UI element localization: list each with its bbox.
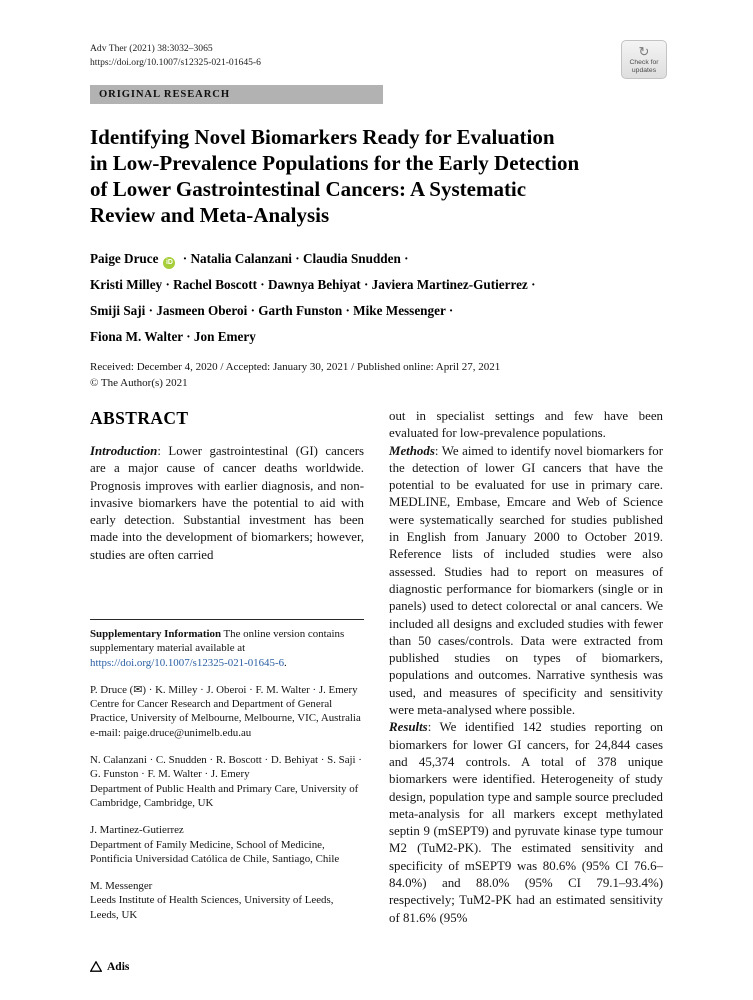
- article-title-line: Identifying Novel Biomarkers Ready for Evaluation: [90, 125, 555, 149]
- supplementary-info: [90, 627, 364, 670]
- check-updates-label-line1: Check for: [629, 58, 659, 66]
- author-line: Kristi Milley · Rachel Boscott · Dawnya Behiyat · Javiera Martinez-Gutierrez ·: [90, 277, 536, 292]
- check-updates-label-line2: updates: [631, 66, 657, 74]
- author-email-link[interactable]: e-mail: paige.druce@unimelb.edu.au: [90, 726, 252, 739]
- introduction-text: : Lower gastrointestinal (GI) cancers are a major cause of cancer deaths worldwide. Prognosis improves with earlier diagnosis, and non-invasive biomarkers have the potential to aid with early detection. Substantial investment has been made into the development of biomarkers; however, studies are often carried: [90, 444, 364, 562]
- publication-dates: Received: December 4, 2020 / Accepted: January 30, 2021 / Published online: April 27, 2021: [90, 361, 501, 373]
- affiliation-address: Centre for Cancer Research and Department of General Practice, University of Melbourne, Melbourne, VIC, Australia: [90, 698, 361, 725]
- results-label: Results: [389, 720, 428, 735]
- article-title-line: Review and Meta-Analysis: [90, 203, 330, 227]
- author-name: Paige Druce: [90, 251, 159, 266]
- copyright-line: © The Author(s) 2021: [90, 377, 188, 389]
- author-line: Fiona M. Walter · Jon Emery: [90, 329, 256, 344]
- affiliation-block: [90, 823, 364, 866]
- supplementary-text: The online version contains supplementary material available at: [90, 627, 345, 655]
- check-updates-label: [629, 59, 658, 74]
- check-updates-icon: ↻: [638, 43, 650, 59]
- author-line: Smiji Saji · Jasmeen Oberoi · Garth Funston · Mike Messenger ·: [90, 303, 454, 318]
- affiliation-address: Department of Family Medicine, School of Medicine, Pontificia Universidad Católica de Chile, Santiago, Chile: [90, 838, 340, 865]
- right-column: [389, 408, 663, 925]
- abstract-introduction: [90, 443, 364, 564]
- abstract-continuation: out in specialist settings and few have been evaluated for low-prevalence populations.: [389, 409, 663, 441]
- footnote-block: [90, 619, 364, 922]
- affiliation-block: [90, 879, 364, 922]
- header-doi-link[interactable]: https://doi.org/10.1007/s12325-021-01645-6: [90, 56, 261, 68]
- affiliation-address: Leeds Institute of Health Sciences, University of Leeds, Leeds, UK: [90, 894, 334, 921]
- introduction-label: Introduction: [90, 444, 158, 458]
- abstract-heading: ABSTRACT: [90, 408, 189, 428]
- affiliation-names: M. Messenger: [90, 880, 153, 893]
- affiliation-address: Department of Public Health and Primary Care, University of Cambridge, Cambridge, UK: [90, 782, 359, 809]
- affiliation-names: J. Martinez-Gutierrez: [90, 824, 184, 837]
- publisher-name: Adis: [107, 961, 130, 973]
- affiliation-names: N. Calanzani · C. Snudden · R. Boscott · D. Behiyat · S. Saji · G. Funston · F. M. Walter · J. Emery: [90, 754, 362, 781]
- left-column: [90, 408, 364, 922]
- article-title: [90, 124, 665, 228]
- abstract-methods: [389, 443, 663, 720]
- supplementary-period: .: [284, 656, 287, 669]
- orcid-icon[interactable]: iD: [163, 257, 175, 269]
- author-line: [90, 246, 665, 272]
- affiliation-block: [90, 683, 364, 740]
- affiliation-names: P. Druce (✉) · K. Milley · J. Oberoi · F. M. Walter · J. Emery: [90, 683, 358, 696]
- publisher-footer: [90, 961, 129, 973]
- methods-text: : We aimed to identify novel biomarkers for the detection of lower GI cancers that have the potential to be evaluated for use in primary care. MEDLINE, Embase, Emcare and Web of Science were systematically searched for studies published in English from January 2000 to October 2019. Reference lists of included studies were also assessed. Studies had to report on measures of diagnostic performance for biomarkers (single or in panels) used to detect colorectal or anal cancers. We included all designs and excluded studies with fewer than 50 cases/controls. Data were extracted from published studies on types of biomarkers, populations and outcomes. Narrative synthesis was used, and measures of specificity and sensitivity were meta-analysed where possible.: [389, 443, 663, 718]
- supplementary-label: Supplementary Information: [90, 627, 221, 640]
- author-names: · Natalia Calanzani · Claudia Snudden ·: [179, 251, 409, 266]
- results-text: : We identified 142 studies reporting on biomarkers for lower GI cancers, for 24,844 cases and 45,374 controls. A total of 378 unique biomarkers were identified. Heterogeneity of study design, population type and sample source precluded meta-analysis for all markers except methylated septin 9 (mSEPT9) and pyruvate kinase type tumour M2 (TuM2-PK). The estimated sensitivity and specificity of mSEPT9 was 80.6% (95% CI 76.6–84.0%) and 88.0% (95% CI 79.1–93.4%) respectively; TuM2-PK had an estimated sensitivity of 81.6% (95%: [389, 720, 663, 925]
- supplementary-doi-link[interactable]: https://doi.org/10.1007/s12325-021-01645-6: [90, 656, 285, 669]
- article-type-label: ORIGINAL RESEARCH: [90, 85, 383, 104]
- adis-logo-icon: [90, 961, 102, 972]
- journal-citation: Adv Ther (2021) 38:3032–3065: [90, 43, 213, 54]
- author-list: [90, 246, 665, 350]
- abstract-columns: [90, 408, 665, 925]
- abstract-results: [389, 719, 663, 927]
- affiliation-block: [90, 753, 364, 810]
- article-title-line: of Lower Gastrointestinal Cancers: A Systematic: [90, 177, 527, 201]
- check-for-updates-badge[interactable]: [621, 40, 667, 79]
- article-title-line: in Low-Prevalence Populations for the Early Detection: [90, 151, 580, 175]
- page-header: [90, 42, 665, 69]
- methods-label: Methods: [389, 443, 435, 458]
